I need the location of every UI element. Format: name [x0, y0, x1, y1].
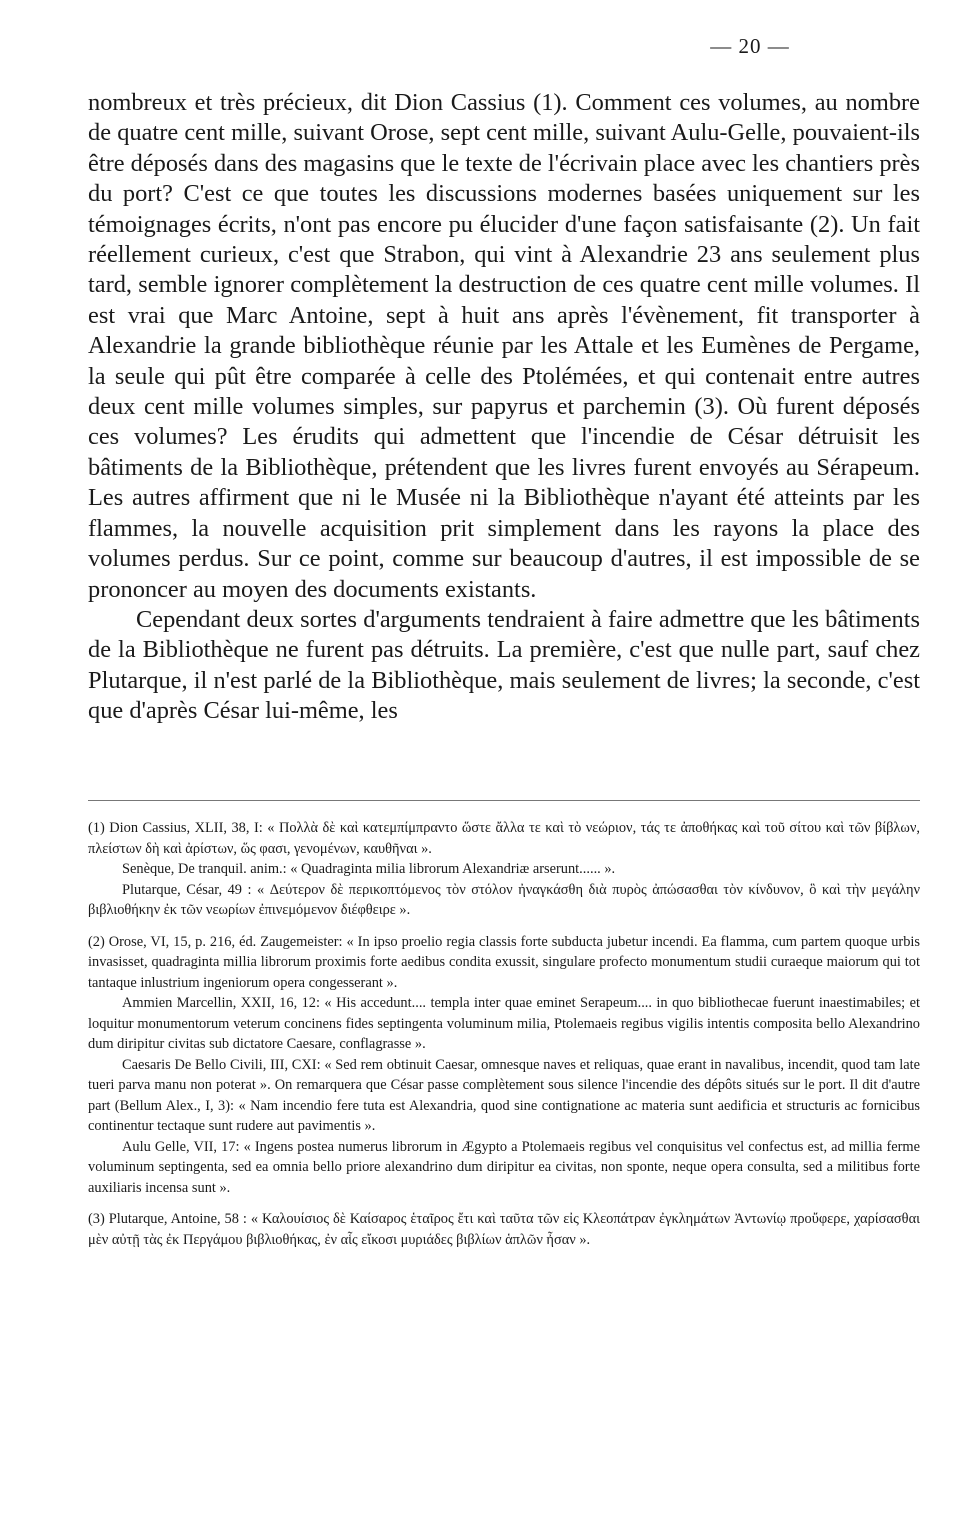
footnote-1-cont: Senèque, De tranquil. anim.: « Quadraginta milia librorum Alexandriæ arserunt...... ».: [122, 861, 616, 877]
footnote-separator: [88, 800, 920, 801]
page-number: — 20 —: [710, 34, 790, 58]
paragraph: Cependant deux sortes d'arguments tendraient à faire admettre que les bâtiments de la Bibliothèque ne furent pas détruits. La première, c'est que nulle part, sauf chez Plutarque, il n'est parlé de la Bibliothèque, mais seulement de livres; la seconde, c'est que d'après César lui-même, les: [88, 605, 920, 725]
paragraph: nombreux et très précieux, dit Dion Cassius (1). Comment ces volumes, au nombre de quatre cent mille, suivant Orose, sept cent mille, suivant Aulu-Gelle, pouvaient-ils être déposés dans des magasins que le texte de l'écrivain place avec les chantiers près du port? C'est ce que toutes les discussions modernes basées uniquement sur les témoignages écrits, n'ont pas encore pu élucider d'une façon satisfaisante (2). Un fait réellement curieux, c'est que Strabon, qui vint à Alexandrie 23 ans seulement plus tard, semble ignorer complètement la destruction de ces quatre cent mille volumes. Il est vrai que Marc Antoine, sept à huit ans après l'évènement, fit transporter à Alexandrie la grande bibliothèque réunie par les Attale et les Eumènes de Pergame, la seule qui pût être comparée à celle des Ptolémées, et qui contenait entre autres deux cent mille volumes simples, sur papyrus et parchemin (3). Où furent déposés ces volumes? Les érudits qui admettent que l'incendie de César détruisit les bâtiments de la Bibliothèque, prétendent que les livres furent envoyés au Sérapeum. Les autres affirment que ni le Musée ni la Bibliothèque n'ayant été atteints par les flammes, la nouvelle acquisition prit simplement dans les rayons la place des volumes perdus. Sur ce point, comme sur beaucoup d'autres, il est impossible de se prononcer au moyen des documents existants.: [88, 89, 920, 603]
footnote-3: (3) Plutarque, Antoine, 58 : « Καλουίσιος δὲ Καίσαρος ἑταῖρος ἔτι καὶ ταῦτα τῶν εἰς Κλεοπάτραν ἐγκλημάτων Ἀντωνίῳ προὔφερε, χαρίσασθαι μὲν αὐτῇ τὰς ἐκ Περγάμου βιβλιοθήκας, ἐν αἷς εἴκοσι μυριάδες βιβλίων ἁπλῶν ἦσαν ».: [88, 1211, 920, 1248]
footnote-2-cont: Ammien Marcellin, XXII, 16, 12: « His accedunt.... templa inter quae eminet Serapeum.... in quo bibliothecae fuerunt inaestimabiles; et loquitur monumentorum veterum concinens fides septingenta voluminum milia, Ptolemaeis regibus vigilis intentis composita bello Alexandrino dum diripitur civitas sub dictatore Caesare, conflagrasse ».: [88, 995, 920, 1052]
footnote-2-cont: Aulu Gelle, VII, 17: « Ingens postea numerus librorum in Ægypto a Ptolemaeis regibus vel conquisitus vel confectus est, ad millia ferme voluminum septingenta, sed ea omnia bello priore alexandrino dum diripitur ea civitas, non sponte, neque opera consulta, sed a militibus forte auxiliaris incensa sunt ».: [88, 1138, 920, 1196]
footnotes: [88, 818, 920, 1250]
footnote-1: (1) Dion Cassius, XLII, 38, I: « Πολλὰ δὲ καὶ κατεμπίμπραντο ὥστε ἄλλα τε καὶ τὸ νεώριον, τάς τε ἀποθήκας καὶ τοῦ σίτου καὶ τῶν βίβλων, πλείστων δὴ καὶ ἀρίστων, ὥς φασι, γενομένων, καυθῆναι ».: [88, 820, 920, 857]
main-text: [88, 88, 920, 727]
footnote-1-cont: Plutarque, César, 49 : « Δεύτερον δὲ περικοπτόμενος τὸν στόλον ἠναγκάσθη διὰ πυρὸς ἀπώσασθαι τὸν κίνδυνον, ὃ καὶ τὴν μεγάλην βιβλιοθήκην ἐκ τῶν νεωρίων ἐπινεμόμενον διέφθειρε ».: [88, 881, 920, 918]
footnote-2-cont: Caesaris De Bello Civili, III, CXI: « Sed rem obtinuit Caesar, omnesque naves et reliquas, quae erant in navalibus, incendit, quod tam late tueri parva manu non poterat ». On remarquera que César passe complètement sous silence l'incendie des dépôts situés sur le port. Il dit d'autre part (Bellum Alex., I, 3): « Nam incendio fere tuta est Alexandria, quod sine contignatione ac materia sunt aedificia et structuris ac fornicibus continentur tectaque sunt rudere aut pavimentis ».: [88, 1056, 920, 1134]
footnote-2: (2) Orose, VI, 15, p. 216, éd. Zaugemeister: « In ipso proelio regia classis forte subducta jubetur incendi. Ea flamma, cum partem quoque urbis invasisset, quadraginta millia librorum proximis forte aedibus condita exussit, singulare profecto monumentum studii curaeque maiorum qui tot tantaque inlustrium ingeniorum opera congesserant ».: [88, 933, 920, 991]
